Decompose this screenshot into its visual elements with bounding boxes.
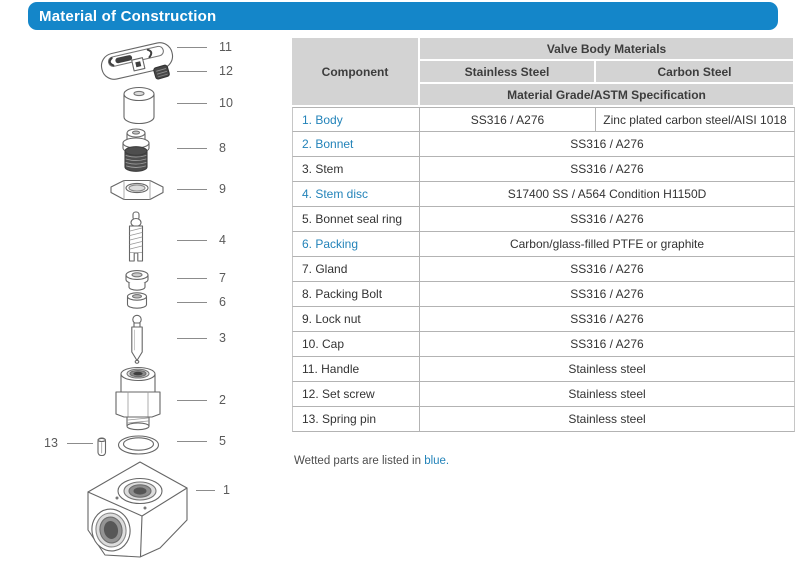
- lock-nut-part: [111, 181, 163, 200]
- part-label-13: 13: [44, 435, 93, 451]
- stem-part: [132, 315, 142, 363]
- section-title-bar: [28, 2, 778, 30]
- leader-line: [177, 302, 207, 303]
- valve-exploded-diagram: [0, 30, 290, 570]
- table-row: [292, 282, 795, 307]
- part-label-4: 4: [177, 232, 226, 248]
- body-part: [88, 462, 187, 557]
- part-label-10: 10: [177, 95, 233, 111]
- material-cell: SS316 / A276: [420, 332, 795, 357]
- leader-line: [67, 443, 93, 444]
- component-cell: 9. Lock nut: [292, 307, 420, 332]
- table-row: [292, 232, 795, 257]
- part-label-1: 1: [196, 482, 230, 498]
- table-row: [292, 307, 795, 332]
- packing-bolt-part: [123, 129, 149, 171]
- table-row: [292, 382, 795, 407]
- bonnet-seal-ring-part: [119, 436, 159, 454]
- material-cell: Stainless steel: [420, 407, 795, 432]
- bonnet-part: [116, 368, 160, 430]
- table-row: [292, 357, 795, 382]
- table-row: [292, 182, 795, 207]
- material-cell: SS316 / A276: [420, 207, 795, 232]
- part-label-6: 6: [177, 294, 226, 310]
- leader-line: [177, 240, 207, 241]
- part-label-9: 9: [177, 181, 226, 197]
- component-cell: 8. Packing Bolt: [292, 282, 420, 307]
- leader-line: [177, 278, 207, 279]
- table-row: [292, 257, 795, 282]
- component-cell: 6. Packing: [292, 232, 420, 257]
- component-cell: 5. Bonnet seal ring: [292, 207, 420, 232]
- leader-line: [177, 338, 207, 339]
- material-cell: Carbon/glass-filled PTFE or graphite: [420, 232, 795, 257]
- material-cell: Stainless steel: [420, 357, 795, 382]
- component-cell: 3. Stem: [292, 157, 420, 182]
- table-row: [292, 107, 795, 132]
- footnote-text: Wetted parts are listed in: [294, 455, 425, 467]
- component-cell: 2. Bonnet: [292, 132, 420, 157]
- gland-part: [126, 271, 148, 291]
- table-row: [292, 132, 795, 157]
- leader-line: [196, 490, 215, 491]
- component-cell: 11. Handle: [292, 357, 420, 382]
- header-stainless-steel: Stainless Steel: [420, 61, 596, 84]
- material-cell: SS316 / A276: [420, 257, 795, 282]
- leader-line: [177, 47, 207, 48]
- footnote-highlight: blue.: [424, 455, 450, 467]
- component-cell: 7. Gland: [292, 257, 420, 282]
- header-material-grade: Material Grade/ASTM Specification: [420, 84, 795, 107]
- header-component: Component: [292, 38, 420, 107]
- table-row: [292, 207, 795, 232]
- stem-disc-part: [130, 212, 143, 261]
- leader-line: [177, 148, 207, 149]
- footnote: [294, 455, 449, 467]
- leader-line: [177, 71, 207, 72]
- table-row: [292, 157, 795, 182]
- table-row: [292, 407, 795, 432]
- component-cell: 4. Stem disc: [292, 182, 420, 207]
- page-title: Material of Construction: [39, 7, 217, 25]
- leader-line: [177, 103, 207, 104]
- component-cell: 1. Body: [292, 107, 420, 132]
- materials-table: [292, 38, 795, 432]
- table-row: [292, 332, 795, 357]
- component-cell: 12. Set screw: [292, 382, 420, 407]
- part-label-11: 11: [177, 39, 232, 55]
- part-label-2: 2: [177, 392, 226, 408]
- material-cell: SS316 / A276: [420, 157, 795, 182]
- part-label-12: 12: [177, 63, 233, 79]
- carbon-cell: Zinc plated carbon steel/AISI 1018: [596, 107, 795, 132]
- component-cell: 13. Spring pin: [292, 407, 420, 432]
- header-valve-body-materials: Valve Body Materials: [420, 38, 795, 61]
- material-cell: S17400 SS / A564 Condition H1150D: [420, 182, 795, 207]
- cap-part: [124, 88, 154, 124]
- spring-pin-part: [98, 438, 106, 456]
- leader-line: [177, 400, 207, 401]
- leader-line: [177, 189, 207, 190]
- material-cell: SS316 / A276: [420, 307, 795, 332]
- leader-line: [177, 441, 207, 442]
- valve-diagram-drawing: [0, 30, 290, 570]
- material-cell: Stainless steel: [420, 382, 795, 407]
- part-label-7: 7: [177, 270, 226, 286]
- component-cell: 10. Cap: [292, 332, 420, 357]
- part-label-3: 3: [177, 330, 226, 346]
- header-carbon-steel: Carbon Steel: [596, 61, 795, 84]
- part-label-8: 8: [177, 140, 226, 156]
- material-cell: SS316 / A276: [420, 282, 795, 307]
- material-cell: SS316 / A276: [420, 132, 795, 157]
- part-label-5: 5: [177, 433, 226, 449]
- packing-part: [128, 293, 147, 308]
- stainless-cell: SS316 / A276: [420, 107, 596, 132]
